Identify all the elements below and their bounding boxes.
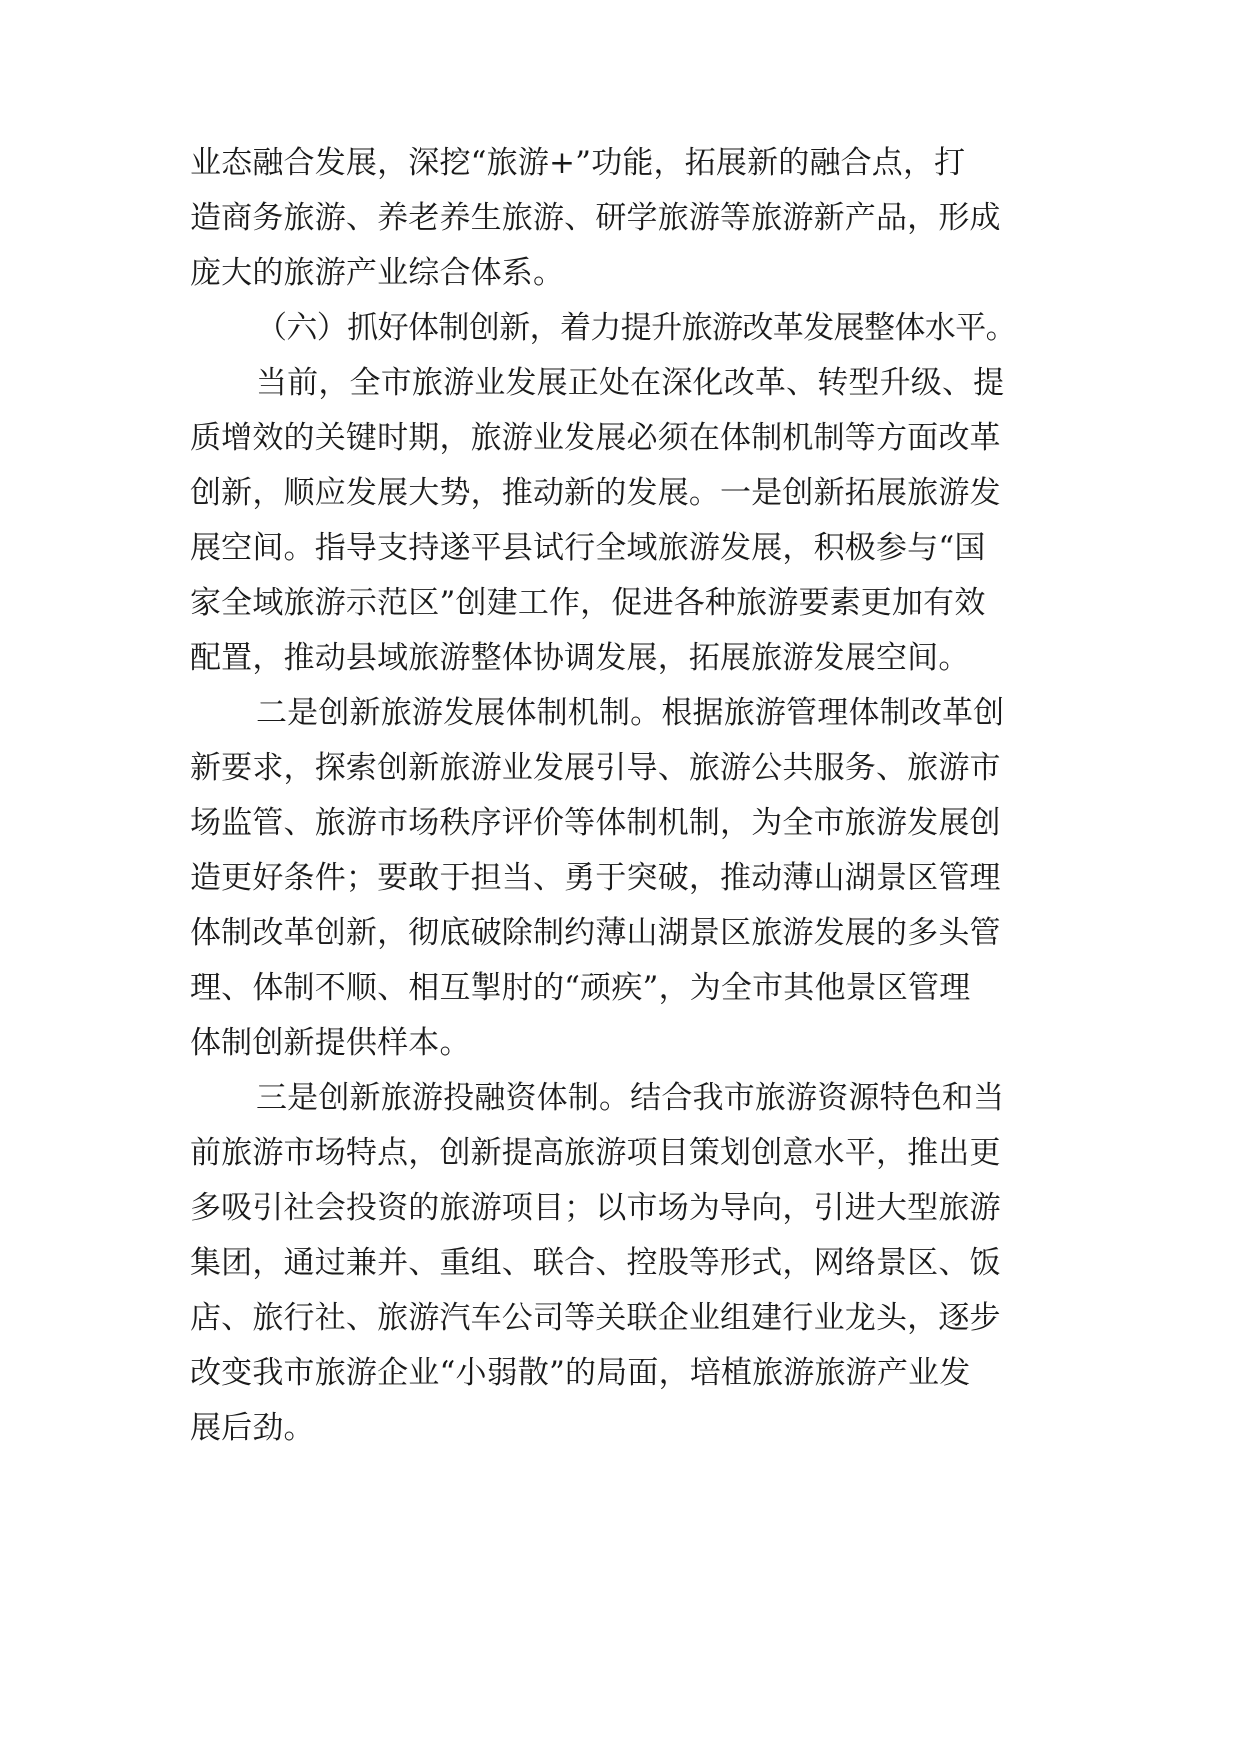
paragraph-line: 多吸引社会投资的旅游项目；以市场为导向，引进大型旅游 bbox=[190, 1190, 1001, 1226]
paragraph-line: 创新，顺应发展大势，推动新的发展。一是创新拓展旅游发 bbox=[190, 475, 1001, 511]
paragraph-line: 业态融合发展，深挖“旅游+”功能，拓展新的融合点，打 bbox=[190, 145, 966, 181]
paragraph-line: 庞大的旅游产业综合体系。 bbox=[190, 255, 565, 291]
paragraph-line: 理、体制不顺、相互掣肘的“顽疾”，为全市其他景区管理 bbox=[190, 970, 971, 1006]
paragraph-line: 体制创新提供样本。 bbox=[190, 1025, 471, 1061]
paragraph-line: 展空间。指导支持遂平县试行全域旅游发展，积极参与“国 bbox=[190, 530, 986, 566]
paragraph-line: 二是创新旅游发展体制机制。根据旅游管理体制改革创 bbox=[256, 695, 1005, 731]
section-heading: （六）抓好体制创新，着力提升旅游改革发展整体水平。 bbox=[256, 310, 1016, 346]
paragraph-line: 配置，推动县域旅游整体协调发展，拓展旅游发展空间。 bbox=[190, 640, 970, 676]
paragraph-line: 三是创新旅游投融资体制。结合我市旅游资源特色和当 bbox=[256, 1080, 1005, 1116]
paragraph-line: 改变我市旅游企业“小弱散”的局面，培植旅游旅游产业发 bbox=[190, 1355, 971, 1391]
paragraph-line: 前旅游市场特点，创新提高旅游项目策划创意水平，推出更 bbox=[190, 1135, 1001, 1171]
paragraph-line: 店、旅行社、旅游汽车公司等关联企业组建行业龙头，逐步 bbox=[190, 1300, 1001, 1336]
paragraph-line: 当前，全市旅游业发展正处在深化改革、转型升级、提 bbox=[256, 365, 1005, 401]
paragraph-line: 造更好条件；要敢于担当、勇于突破，推动薄山湖景区管理 bbox=[190, 860, 1001, 896]
paragraph-line: 造商务旅游、养老养生旅游、研学旅游等旅游新产品，形成 bbox=[190, 200, 1001, 236]
paragraph-line: 体制改革创新，彻底破除制约薄山湖景区旅游发展的多头管 bbox=[190, 915, 1001, 951]
paragraph-line: 质增效的关键时期，旅游业发展必须在体制机制等方面改革 bbox=[190, 420, 1001, 456]
paragraph-line: 场监管、旅游市场秩序评价等体制机制，为全市旅游发展创 bbox=[190, 805, 1001, 841]
paragraph-line: 新要求，探索创新旅游业发展引导、旅游公共服务、旅游市 bbox=[190, 750, 1001, 786]
paragraph-line: 展后劲。 bbox=[190, 1410, 315, 1446]
paragraph-line: 家全域旅游示范区”创建工作，促进各种旅游要素更加有效 bbox=[190, 585, 986, 621]
paragraph-line: 集团，通过兼并、重组、联合、控股等形式，网络景区、饭 bbox=[190, 1245, 1001, 1281]
